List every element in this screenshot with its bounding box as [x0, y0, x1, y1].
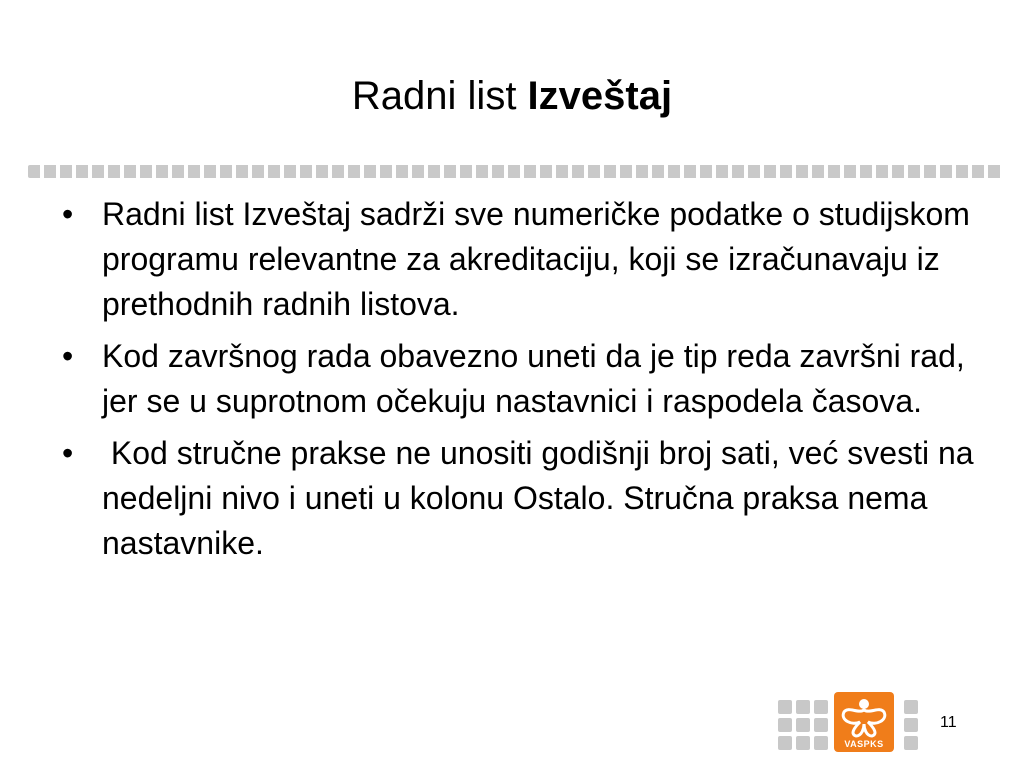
- bullet-item: [56, 334, 976, 424]
- dotted-divider: [28, 165, 1004, 178]
- decor-square: [796, 718, 810, 732]
- decor-square: [778, 718, 792, 732]
- decor-square: [778, 736, 792, 750]
- bullet-item: [56, 192, 976, 327]
- decor-square: [904, 718, 918, 732]
- bullet-icon: •: [62, 435, 74, 471]
- butterfly-figure-icon: [834, 692, 894, 738]
- decor-square: [814, 700, 828, 714]
- title-bold: Izveštaj: [527, 74, 673, 118]
- bullet-icon: •: [62, 338, 74, 374]
- bullet-text: Kod stručne prakse ne unositi godišnji broj sati, već svesti na nedeljni nivo i uneti u kolonu Ostalo. Stručna praksa nema nastavnike.: [102, 435, 983, 561]
- decor-square: [778, 700, 792, 714]
- decor-square: [796, 736, 810, 750]
- decor-square: [814, 718, 828, 732]
- bullet-text: Radni list Izveštaj sadrži sve numeričke podatke o studijskom programu relevantne za akreditaciju, koji se izračunavaju iz prethodnih radnih listova.: [102, 196, 970, 322]
- title-regular: Radni list: [351, 74, 528, 118]
- bullet-icon: •: [62, 196, 74, 232]
- page-number: 11: [940, 714, 957, 731]
- decor-square: [814, 736, 828, 750]
- logo-text: VASPKS: [844, 739, 884, 749]
- bullet-list: [56, 192, 983, 573]
- decor-square: [904, 700, 918, 714]
- decor-square: [796, 700, 810, 714]
- bullet-text: Kod završnog rada obavezno uneti da je tip reda završni rad, jer se u suprotnom očekuju nastavnici i raspodela časova.: [102, 338, 965, 419]
- decor-square: [904, 736, 918, 750]
- slide-title: [0, 72, 1024, 120]
- vaspks-logo: [834, 692, 894, 752]
- bullet-item: [56, 431, 983, 566]
